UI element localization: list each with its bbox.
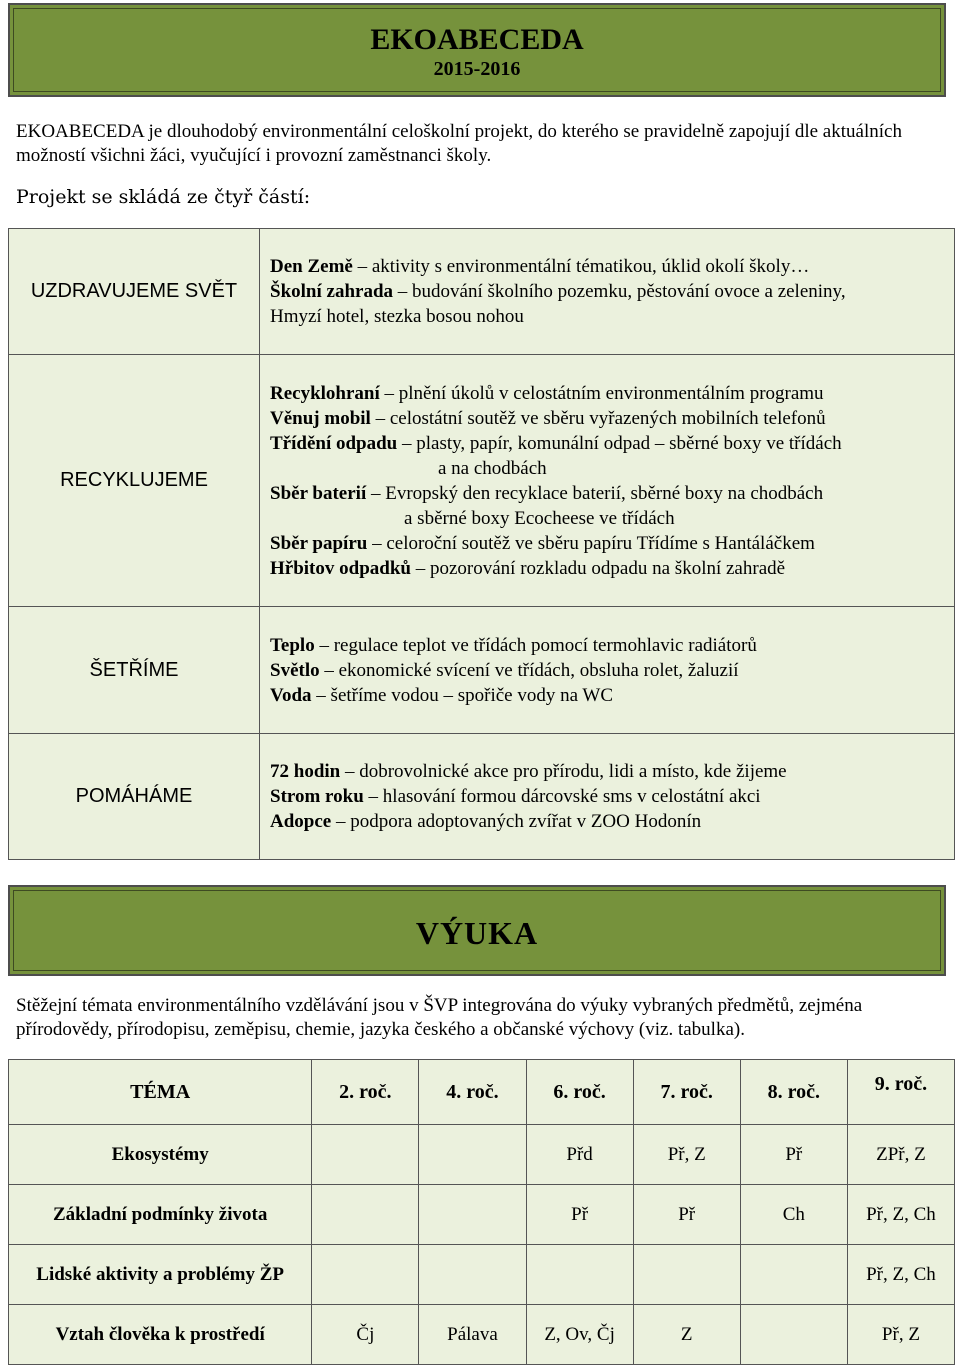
part-line: Světlo – ekonomické svícení ve třídách, obsluha rolet, žaluzií [270, 659, 739, 681]
intro-brand: EKOABECEDA [16, 121, 144, 142]
vyuka-paragraph: Stěžejní témata environmentálního vzdělávání jsou v ŠVP integrována do výuky vybraných předmětů, zejména přírodovědy, přírodopisu, zeměpisu, chemie, jazyka českého a občanské výchovy (viz. tabulka). [16, 995, 863, 1040]
table-row [9, 1245, 955, 1305]
part-content [260, 355, 955, 607]
part-line: Den Země – aktivity s environmentální tématikou, úklid okolí školy… [270, 256, 810, 277]
table-cell: Př [740, 1125, 847, 1185]
table-cell: Přd [526, 1125, 633, 1185]
column-header: 8. roč. [740, 1060, 847, 1125]
table-row [9, 1305, 955, 1365]
part-line: Voda – šetříme vodou – spořiče vody na WC [270, 684, 614, 706]
part-line: Strom roku – hlasování formou dárcovské sms v celostátní akci [270, 786, 761, 807]
table-cell [312, 1245, 419, 1305]
table-cell: Př [633, 1185, 740, 1245]
column-header: 7. roč. [633, 1060, 740, 1125]
table-cell [419, 1125, 526, 1185]
table-cell: Př, Z, Ch [847, 1185, 954, 1245]
table-cell: Lidské aktivity a problémy ŽP [9, 1245, 312, 1305]
part-line: Teplo – regulace teplot ve třídách pomocí termohlavic radiátorů [270, 634, 757, 656]
part-content [260, 229, 955, 355]
column-header: 2. roč. [312, 1060, 419, 1125]
part-line: Hřbitov odpadků – pozorování rozkladu odpadu na školní zahradě [270, 557, 786, 579]
table-cell [526, 1245, 633, 1305]
part-label: RECYKLUJEME [9, 355, 260, 607]
part-line: a sběrné boxy Ecocheese ve třídách [404, 507, 675, 529]
part-line: Adopce – podpora adoptovaných zvířat v ZOO Hodonín [270, 811, 702, 832]
column-header: 6. roč. [526, 1060, 633, 1125]
part-line: Věnuj mobil – celostátní soutěž ve sběru vyřazených mobilních telefonů [270, 407, 826, 429]
part-row [9, 355, 955, 607]
part-row [9, 229, 955, 355]
part-label: ŠETŘÍME [9, 607, 260, 734]
intro-text: je dlouhodobý environmentální celoškolní projekt, do kterého se pravidelně zapojují dle aktuálních možností všichni žáci, vyučující i provozní zaměstnanci školy. [16, 121, 902, 166]
part-row [9, 734, 955, 860]
vyuka-banner [8, 885, 946, 976]
table-cell: Př [526, 1185, 633, 1245]
part-line: 72 hodin – dobrovolnické akce pro přírodu, lidi a místo, kde žijeme [270, 761, 787, 782]
intro-paragraph [16, 120, 936, 168]
table-cell: Př, Z, Ch [847, 1245, 954, 1305]
table-row [9, 1185, 955, 1245]
project-parts-table [8, 228, 955, 860]
column-header: 4. roč. [419, 1060, 526, 1125]
part-line: Sběr papíru – celoroční soutěž ve sběru papíru Třídíme s Hantáláčkem [270, 532, 815, 554]
part-content [260, 734, 955, 860]
table-cell [419, 1185, 526, 1245]
part-label: UZDRAVUJEME SVĚT [9, 229, 260, 355]
table-cell [312, 1185, 419, 1245]
topics-table [8, 1059, 955, 1365]
parts-heading: Projekt se skládá ze čtyř částí: [16, 186, 311, 208]
table-cell: Př, Z [847, 1305, 954, 1365]
part-line: Recyklohraní – plnění úkolů v celostátním environmentálním programu [270, 382, 824, 404]
table-cell [312, 1125, 419, 1185]
table-cell [419, 1245, 526, 1305]
table-cell: Z [633, 1305, 740, 1365]
table-row [9, 1125, 955, 1185]
column-header: 9. roč. [847, 1060, 954, 1125]
section-title: VÝUKA [415, 915, 539, 951]
table-cell: Ekosystémy [9, 1125, 312, 1185]
table-cell: Z, Ov, Čj [526, 1305, 633, 1365]
table-cell: Př, Z [633, 1125, 740, 1185]
column-header: TÉMA [9, 1060, 312, 1125]
table-cell: ZPř, Z [847, 1125, 954, 1185]
table-header-row [9, 1060, 955, 1125]
part-row [9, 607, 955, 734]
school-year: 2015-2016 [433, 58, 521, 80]
table-cell: Ch [740, 1185, 847, 1245]
part-line: Hmyzí hotel, stezka bosou nohou [270, 306, 524, 327]
part-line: Třídění odpadu – plasty, papír, komunální odpad – sběrné boxy ve třídách [270, 432, 842, 454]
page-title: EKOABECEDA [370, 23, 584, 56]
table-cell: Vztah člověka k prostředí [9, 1305, 312, 1365]
part-content [260, 607, 955, 734]
table-cell: Čj [312, 1305, 419, 1365]
table-cell: Pálava [419, 1305, 526, 1365]
table-cell [740, 1305, 847, 1365]
table-cell [633, 1245, 740, 1305]
header-banner [8, 3, 946, 97]
table-cell [740, 1245, 847, 1305]
table-cell: Základní podmínky života [9, 1185, 312, 1245]
part-line: a na chodbách [438, 457, 547, 479]
part-label: POMÁHÁME [9, 734, 260, 860]
part-line: Sběr baterií – Evropský den recyklace baterií, sběrné boxy na chodbách [270, 482, 824, 504]
part-line: Školní zahrada – budování školního pozemku, pěstování ovoce a zeleniny, [270, 281, 846, 302]
